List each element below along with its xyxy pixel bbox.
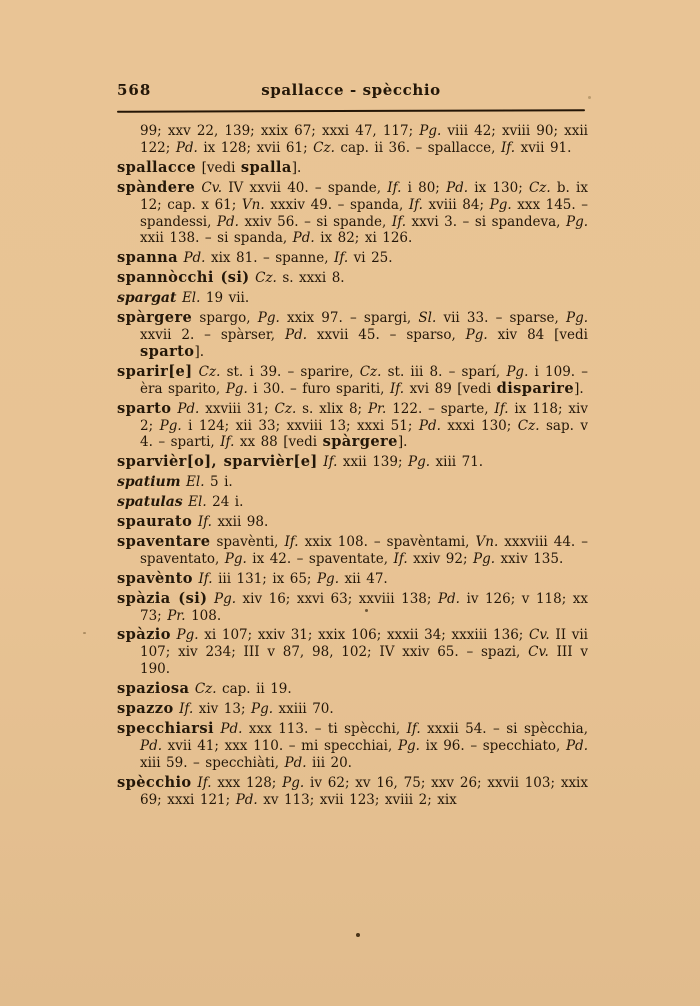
reference-text: vii 33. – sparse, bbox=[436, 310, 566, 327]
work-abbreviation: Cz. bbox=[274, 400, 297, 417]
reference-text: vi 25. bbox=[348, 250, 393, 267]
reference-text: xxiv 56. – si spande, bbox=[238, 213, 392, 230]
reference-text: IV xxvii 40. – spande, bbox=[222, 179, 388, 196]
reference-text: ]. bbox=[574, 380, 584, 397]
work-abbreviation: Pg. bbox=[473, 550, 496, 567]
reference-text: ix 42. – spaventate, bbox=[246, 550, 394, 567]
reference-text: xxiii 70. bbox=[273, 701, 334, 718]
ink-speck bbox=[83, 632, 86, 634]
work-abbreviation: Cz. bbox=[359, 363, 382, 380]
work-abbreviation: Pd. bbox=[437, 590, 460, 607]
work-abbreviation: If. bbox=[406, 721, 421, 737]
work-abbreviation: Pg. bbox=[176, 627, 199, 644]
work-abbreviation: Pg. bbox=[489, 196, 512, 213]
work-abbreviation: Pg. bbox=[565, 310, 589, 327]
work-abbreviation: Pd. bbox=[216, 213, 239, 230]
headword: spàndere bbox=[117, 178, 196, 196]
work-abbreviation: Sl. bbox=[418, 310, 437, 327]
reference-text: ix 96. – specchiato, bbox=[419, 737, 566, 754]
work-abbreviation: Pd. bbox=[175, 139, 198, 156]
headword: specchiarsi bbox=[117, 720, 214, 737]
work-abbreviation: If. bbox=[494, 400, 509, 417]
ink-speck bbox=[356, 933, 360, 937]
work-abbreviation: Pg. bbox=[225, 380, 248, 397]
reference-text: xxxviii 44. – spaventato, bbox=[140, 533, 588, 567]
reference-text: s. xlix 8; bbox=[296, 400, 368, 417]
work-abbreviation: Pg. bbox=[408, 454, 431, 471]
headword: spaventare bbox=[117, 532, 211, 550]
headword: spàrgere bbox=[117, 309, 193, 327]
work-abbreviation: If. bbox=[393, 550, 408, 567]
work-abbreviation: Pg. bbox=[213, 590, 237, 607]
work-abbreviation: If. bbox=[408, 196, 423, 213]
work-abbreviation: Pg. bbox=[316, 570, 339, 587]
entries bbox=[117, 123, 588, 812]
work-abbreviation: Pr. bbox=[167, 607, 186, 624]
work-abbreviation: Pd. bbox=[183, 250, 206, 267]
entry-sparir-e bbox=[117, 364, 588, 398]
work-abbreviation: Pd. bbox=[284, 326, 308, 343]
page-header bbox=[117, 81, 585, 103]
work-abbreviation: Cz. bbox=[313, 139, 335, 156]
work-abbreviation: Cz. bbox=[198, 363, 221, 380]
headword: spatium bbox=[117, 474, 181, 491]
reference-text: xxvi 3. – si spandeva, bbox=[406, 213, 566, 230]
headword: spargat bbox=[117, 290, 177, 307]
reference-text: 122. – sparte, bbox=[386, 400, 495, 417]
entry-spanna bbox=[117, 250, 588, 267]
work-abbreviation: Pg. bbox=[224, 550, 247, 567]
reference-text: xvii 91. bbox=[515, 139, 572, 156]
entry-spazzo bbox=[117, 701, 588, 718]
work-abbreviation: Pg. bbox=[465, 326, 488, 343]
work-abbreviation: Cv. bbox=[529, 627, 550, 644]
headword: sparto bbox=[117, 399, 172, 417]
reference-text: III v 190. bbox=[140, 644, 588, 678]
work-abbreviation: Pg. bbox=[159, 417, 182, 434]
page-number: 568 bbox=[117, 81, 152, 99]
reference-text: xxii 98. bbox=[211, 514, 269, 531]
reference-text: xiv 13; bbox=[193, 701, 251, 718]
entry-spannocchi-si bbox=[117, 270, 588, 287]
headword: spanna bbox=[117, 249, 178, 267]
reference-text: 19 vii. bbox=[200, 290, 250, 307]
reference-text: ix 82; xi 126. bbox=[314, 230, 413, 247]
work-abbreviation: Cz. bbox=[255, 270, 277, 287]
reference-text: st. iii 8. – sparí, bbox=[381, 363, 507, 380]
reference-text: xvi 89 [vedi bbox=[404, 380, 497, 397]
reference-text: i 30. – furo spariti, bbox=[247, 380, 390, 397]
work-abbreviation: Cz. bbox=[517, 417, 540, 434]
work-abbreviation: Pr. bbox=[367, 400, 387, 417]
reference-text: xi 107; xxiv 31; xxix 106; xxxii 34; xxxiii 136; bbox=[198, 627, 530, 644]
entry-spaziosa bbox=[117, 681, 588, 698]
cross-reference: disparire bbox=[496, 379, 575, 397]
reference-text: xv 113; xvii 123; xviii 2; xix bbox=[257, 791, 457, 808]
headword: spatulas bbox=[117, 494, 183, 511]
work-abbreviation: El. bbox=[186, 474, 205, 491]
work-abbreviation: If. bbox=[323, 454, 338, 471]
reference-text: ix 130; bbox=[468, 179, 529, 196]
entry-spandere bbox=[117, 180, 588, 248]
reference-text: xviii 84; bbox=[422, 196, 490, 213]
reference-text: xxx 145. – spandessi, bbox=[140, 196, 589, 230]
reference-text: II vii 107; xiv 234; III v 87, 98, 102; IV xxiv 65. – spazi, bbox=[140, 627, 588, 661]
work-abbreviation: Pg. bbox=[282, 774, 305, 791]
work-abbreviation: If. bbox=[284, 533, 299, 550]
headword: sparvièr[o], sparvièr[e] bbox=[117, 453, 318, 471]
reference-text: xxxiv 49. – spanda, bbox=[264, 196, 409, 213]
work-abbreviation: If. bbox=[220, 434, 235, 451]
work-abbreviation: El. bbox=[181, 290, 201, 307]
entry-sparvier-o-sparvier-e bbox=[117, 454, 588, 471]
reference-text: xxii 139; bbox=[337, 454, 409, 471]
work-abbreviation: If. bbox=[500, 139, 516, 156]
work-abbreviation: If. bbox=[389, 380, 405, 397]
headword: spaurato bbox=[117, 513, 193, 531]
work-abbreviation: Cv. bbox=[528, 644, 549, 661]
reference-text: xiv 84 [vedi bbox=[487, 326, 588, 343]
entry-specchio bbox=[117, 775, 588, 809]
reference-text: 24 i. bbox=[206, 494, 244, 511]
reference-text: s. xxxi 8. bbox=[276, 270, 345, 287]
reference-text: 108. bbox=[185, 607, 222, 624]
reference-text: xii 47. bbox=[339, 570, 388, 587]
reference-text: xxviii 31; bbox=[199, 400, 275, 417]
reference-text: xxiv 92; bbox=[407, 550, 474, 567]
reference-text: xx 88 [vedi bbox=[234, 434, 323, 451]
reference-text: 99; xxv 22, 139; xxix 67; xxxi 47, 117; bbox=[140, 123, 420, 139]
reference-text: xxxi 130; bbox=[440, 417, 518, 434]
work-abbreviation: Pd. bbox=[235, 791, 258, 808]
reference-text: b. ix 12; cap. x 61; bbox=[140, 179, 588, 213]
reference-text: xvii 41; xxx 110. – mi specchiai, bbox=[162, 737, 398, 754]
work-abbreviation: Cz. bbox=[194, 681, 217, 698]
work-abbreviation: If. bbox=[391, 213, 406, 230]
reference-text: cap. ii 36. – spallacce, bbox=[334, 139, 501, 156]
reference-text: ix 118; xiv 2; bbox=[140, 400, 588, 434]
work-abbreviation: Cv. bbox=[201, 179, 223, 196]
work-abbreviation: Pd. bbox=[140, 737, 163, 754]
reference-text: xxxii 54. – si spècchia, bbox=[420, 721, 588, 737]
work-abbreviation: Pd. bbox=[446, 179, 469, 196]
work-abbreviation: Pg. bbox=[506, 363, 529, 380]
work-abbreviation: Pg. bbox=[565, 213, 589, 230]
reference-text: i 80; bbox=[401, 179, 447, 196]
work-abbreviation: Pd. bbox=[292, 230, 315, 247]
reference-text: xxix 108. – spavèntami, bbox=[298, 533, 476, 550]
entry-spavento bbox=[117, 571, 588, 588]
work-abbreviation: If. bbox=[197, 774, 212, 791]
headword: spazzo bbox=[117, 700, 174, 718]
reference-text: xxvii 45. – sparso, bbox=[307, 326, 466, 343]
reference-text: xxiv 135. bbox=[495, 550, 564, 567]
headword: spàzio bbox=[117, 626, 171, 644]
work-abbreviation: Vn. bbox=[241, 196, 265, 213]
work-abbreviation: Cz. bbox=[528, 179, 551, 196]
running-title: spallacce - spècchio bbox=[261, 81, 441, 99]
reference-text: iii 131; ix 65; bbox=[212, 570, 317, 587]
reference-text: st. i 39. – sparire, bbox=[220, 363, 360, 380]
reference-text: xxvii 2. – spàrser, bbox=[140, 326, 285, 343]
entry-spaventare bbox=[117, 534, 588, 568]
headword: spàzia (si) bbox=[117, 589, 208, 607]
work-abbreviation: Pd. bbox=[220, 721, 243, 737]
work-abbreviation: If. bbox=[334, 250, 349, 267]
reference-text: iv 126; v 118; xx 73; bbox=[140, 590, 589, 624]
work-abbreviation: Pd. bbox=[284, 754, 307, 771]
cross-reference: spalla bbox=[240, 158, 292, 176]
reference-text: ix 128; xvii 61; bbox=[197, 139, 314, 156]
work-abbreviation: Pd. bbox=[418, 417, 441, 434]
entry-spargere bbox=[117, 310, 588, 361]
reference-text: iv 62; xv 16, 75; xxv 26; xxvii 103; xxix 69; xxxi 121; bbox=[140, 774, 588, 808]
reference-text: xxx 113. – ti spècchi, bbox=[242, 721, 407, 737]
reference-text: i 109. – èra sparito, bbox=[140, 363, 588, 397]
entry-spatulas bbox=[117, 494, 588, 511]
cross-reference: sparto bbox=[140, 342, 195, 360]
entry-specchiarsi bbox=[117, 721, 588, 772]
reference-text: viii 42; xviii 90; xxii 122; bbox=[140, 123, 588, 156]
work-abbreviation: If. bbox=[387, 179, 402, 196]
headword: spannòcchi (si) bbox=[117, 269, 250, 287]
header-rule bbox=[117, 109, 585, 113]
headword: spavènto bbox=[117, 569, 193, 587]
reference-text: spargo, bbox=[192, 310, 258, 327]
reference-text: sap. v 4. – sparti, bbox=[140, 417, 588, 451]
reference-text: ]. bbox=[291, 159, 302, 176]
work-abbreviation: Vn. bbox=[475, 533, 499, 550]
work-abbreviation: El. bbox=[188, 494, 207, 511]
reference-text: spavènti, bbox=[210, 533, 285, 550]
reference-text: xiv 16; xxvi 63; xxviii 138; bbox=[236, 590, 438, 607]
reference-text: ]. bbox=[194, 343, 205, 360]
ink-speck bbox=[365, 609, 368, 612]
reference-text: xiii 71. bbox=[430, 454, 484, 471]
entry-spazio bbox=[117, 627, 588, 678]
work-abbreviation: If. bbox=[198, 570, 213, 587]
reference-text: [vedi bbox=[196, 159, 241, 176]
entry-spaurato bbox=[117, 514, 588, 531]
work-abbreviation: Pg. bbox=[251, 701, 274, 718]
reference-text: i 124; xii 33; xxviii 13; xxxi 51; bbox=[181, 417, 419, 434]
reference-text: xxix 97. – spargi, bbox=[279, 310, 419, 327]
reference-text: cap. ii 19. bbox=[216, 681, 292, 698]
entry-spargat bbox=[117, 290, 588, 307]
reference-text: ]. bbox=[397, 434, 408, 451]
cross-reference: spàrgere bbox=[322, 433, 398, 451]
reference-text: 5 i. bbox=[204, 474, 233, 491]
headword: sparir[e] bbox=[117, 362, 193, 380]
work-abbreviation: Pg. bbox=[397, 737, 420, 754]
entry-spazia-si bbox=[117, 591, 588, 625]
work-abbreviation: If. bbox=[179, 701, 194, 718]
work-abbreviation: Pg. bbox=[257, 310, 280, 327]
work-abbreviation: Pg. bbox=[419, 123, 442, 139]
reference-text: xxx 128; bbox=[211, 774, 283, 791]
ink-speck bbox=[588, 96, 591, 99]
work-abbreviation: Pd. bbox=[177, 400, 200, 417]
reference-text: xxii 138. – si spanda, bbox=[140, 230, 293, 247]
entry-sparto bbox=[117, 401, 588, 452]
headword: spallacce bbox=[117, 158, 197, 176]
entry-spallacce bbox=[117, 160, 588, 177]
headword: spaziosa bbox=[117, 680, 190, 698]
headword: spècchio bbox=[117, 773, 192, 791]
reference-text: xiii 59. – specchiàti, bbox=[140, 754, 285, 771]
work-abbreviation: If. bbox=[197, 514, 212, 531]
reference-text: xix 81. – spanne, bbox=[205, 250, 334, 267]
reference-text: iii 20. bbox=[306, 754, 352, 771]
entry-continuation bbox=[117, 123, 588, 157]
entry-spatium bbox=[117, 474, 588, 491]
work-abbreviation: Pd. bbox=[565, 737, 588, 754]
